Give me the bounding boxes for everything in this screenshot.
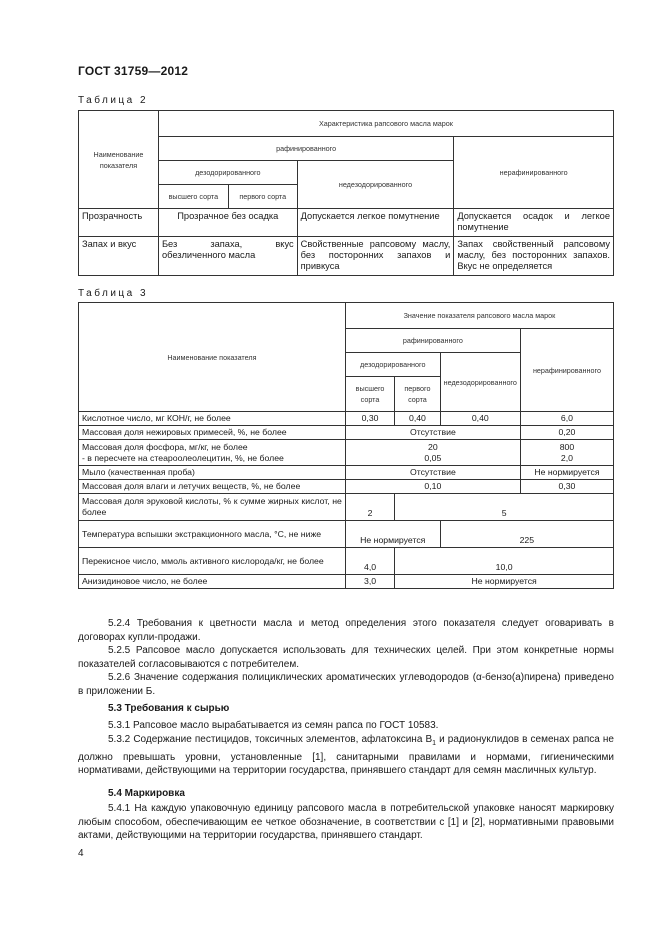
t2-header-refined: рафинированного [158,137,453,161]
t2-header-nondeodorized: недезодорированного [297,161,454,209]
t2-header-characteristic: Характеристика рапсового масла марок [158,111,613,137]
table-2-caption: Таблица 2 [78,95,149,106]
t3-r4-v1: Отсутствие [345,466,520,480]
p532-part1: 5.3.2 Содержание пестицидов, токсичных элементов, афлатоксина В [108,734,433,745]
t3-r3-v2b: 2,0 [560,452,573,463]
t3-r3-v2 [520,440,613,466]
t3-r2-v1: Отсутствие [345,426,520,440]
t3-r3-name [79,440,346,466]
table-row [79,521,614,548]
paragraph-5-2-4: 5.2.4 Требования к цветности масла и метод определения этого показателя следует оговаривать в договорах купли-продажи. [78,618,614,643]
t3-header-top-grade: высшего сорта [345,377,394,412]
t2-header-unrefined: нерафинированного [454,137,614,209]
t3-header-unrefined: нерафинированного [520,329,613,412]
t3-r9-v1: 3,0 [345,575,394,589]
t3-r9-name: Анизидиновое число, не более [79,575,346,589]
t3-r1-v2: 0,40 [395,412,440,426]
t3-r8-v2: 10,0 [395,548,614,575]
t3-r1-name: Кислотное число, мг КОН/г, не более [79,412,346,426]
t3-r6-v1: 2 [345,494,394,521]
t2-row2-nondeod: Свойственные рапсовому маслу, без посторонних запахов и привкуса [297,237,454,276]
t2-row2-unrefined: Запах свойственный рапсовому маслу, без посторонних запахов. Вкус не определяется [454,237,614,276]
paragraph-5-3-1: 5.3.1 Рапсовое масло вырабатывается из семян рапса по ГОСТ 10583. [108,720,439,731]
t3-r3-v1a: 20 [428,441,438,452]
t2-header-deodorized: дезодорированного [158,161,297,185]
t2-row1-refined: Прозрачное без осадка [158,209,297,237]
table-row [79,440,614,466]
t3-r6-v2: 5 [395,494,614,521]
t3-r4-v2: Не нормируется [520,466,613,480]
t3-r7-name: Температура вспышки экстракционного масла, °С, не ниже [79,521,346,548]
paragraph-5-2-6: 5.2.6 Значение содержания полициклических ароматических углеводородов (α-бензо(а)пирена) приведено в приложении Б. [78,672,614,697]
t2-header-name: Наименование показателя [79,111,159,209]
t3-r2-v2: 0,20 [520,426,613,440]
t2-row2-name: Запах и вкус [79,237,159,276]
table-row [79,209,614,237]
t3-r2-name: Массовая доля нежировых примесей, %, не более [79,426,346,440]
t3-header-first-grade: первого сорта [395,377,440,412]
t2-row1-nondeod: Допускается легкое помутнение [297,209,454,237]
t3-r6-name: Массовая доля эруковой кислоты, % к сумме жирных кислот, не более [79,494,346,521]
table-row [79,575,614,589]
t3-r8-name: Перекисное число, ммоль активного кислорода/кг, не более [79,548,346,575]
table-row [79,237,614,276]
table-row [79,548,614,575]
t3-r3-name-line1: Массовая доля фосфора, мг/кг, не более [82,441,248,452]
table-row [79,426,614,440]
t3-r5-v2: 0,30 [520,480,613,494]
t3-r7-v2: 225 [440,521,613,548]
t3-header-refined: рафинированного [345,329,520,353]
t3-r3-v1 [345,440,520,466]
t3-header-value: Значение показателя рапсового масла марок [345,303,613,329]
t3-r3-v1b: 0,05 [424,452,442,463]
t3-header-deodorized: дезодорированного [345,353,440,377]
paragraph-5-2-5: 5.2.5 Рапсовое масло допускается использовать для технических целей. При этом конкретные нормы показателей согласовываются с потребителем. [78,645,614,670]
t3-header-name: Наименование показателя [79,303,346,412]
paragraph-5-4-1: 5.4.1 На каждую упаковочную единицу рапсового масла в потребительской упаковке наносят маркировку любым способом, обеспечивающим ее четкое обозначение, в соответствии с [1] и [2], нормативными правовыми актами, действующими на территории государства, принявшего стандарт. [78,803,614,841]
page-number: 4 [78,848,84,859]
t2-header-first-grade: первого сорта [228,185,297,209]
t3-r9-v2: Не нормируется [395,575,614,589]
p532-subscript: 1 [432,740,437,747]
t3-r4-name: Мыло (качественная проба) [79,466,346,480]
t2-row1-name: Прозрачность [79,209,159,237]
t3-r3-name-line2: - в пересчете на стеароолеолецитин, %, не более [82,452,284,463]
section-5-4-title: 5.4 Маркировка [108,788,185,799]
table-3 [78,302,614,589]
t2-row1-unrefined: Допускается осадок и легкое помутнение [454,209,614,237]
paragraph-5-3-2 [78,733,614,778]
t3-r1-v1: 0,30 [345,412,394,426]
t3-r8-v1: 4,0 [345,548,394,575]
t2-header-top-grade: высшего сорта [158,185,228,209]
table-row [79,494,614,521]
t3-r1-v3: 0,40 [440,412,520,426]
t3-r5-name: Массовая доля влаги и летучих веществ, %, не более [79,480,346,494]
t3-r1-v4: 6,0 [520,412,613,426]
table-row [79,412,614,426]
t3-r3-v2a: 800 [559,441,575,452]
t3-r7-v1: Не нормируется [345,521,440,548]
table-2 [78,110,614,276]
t2-row2-refined: Без запаха, вкус обезличенного масла [158,237,297,276]
section-5-3-title: 5.3 Требования к сырью [108,703,230,714]
t3-r5-v1: 0,10 [345,480,520,494]
table-row [79,480,614,494]
p532-part2: и радионуклидов в семенах рапса не должно превышать уровни, установленные [1], санитарными правилами и нормами, гигиеническими нормативами, действующими на территории государства, принявшего стандарт для семян масличных культур. [78,734,614,776]
document-code: ГОСТ 31759—2012 [78,64,189,78]
table-3-caption: Таблица 3 [78,288,149,299]
t3-header-nondeodorized: недезодорированного [440,353,520,412]
table-row [79,466,614,480]
